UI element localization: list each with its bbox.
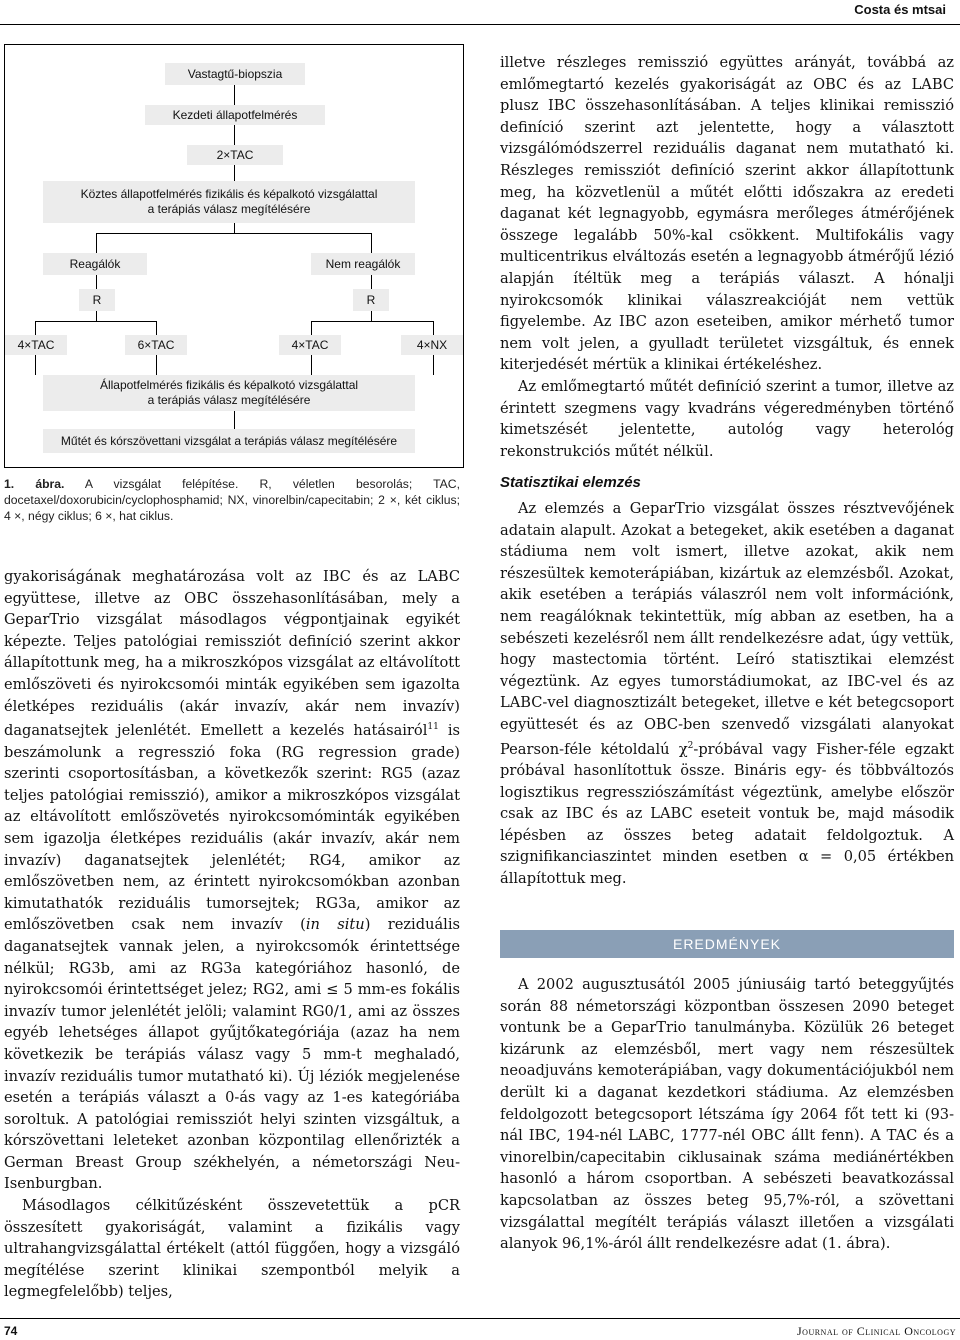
- connector: [433, 355, 434, 375]
- connector: [311, 321, 312, 335]
- connector: [371, 275, 372, 289]
- left-column: [4, 566, 460, 1303]
- baseline-box: Kezdeti állapotfelmérés: [145, 105, 325, 125]
- section-heading-statistics: Statisztikai elemzés: [500, 474, 641, 491]
- final-assessment-box: Állapotfelmérés fizikális és képalkotó vizsgálattal a terápiás válasz megítélésére: [43, 375, 415, 411]
- connector: [96, 275, 97, 289]
- connector: [156, 321, 157, 335]
- connector: [234, 223, 235, 233]
- surgery-box: Műtét és kórszövettani vizsgálat a terápiás válasz megítélésére: [43, 429, 415, 453]
- footer-rule: [0, 1318, 960, 1319]
- connector: [234, 125, 235, 145]
- connector: [311, 355, 312, 375]
- nonresponders-box: Nem reagálók: [311, 253, 415, 275]
- journal-name: Journal of Clinical Oncology: [797, 1324, 956, 1338]
- connector: [35, 355, 36, 375]
- header-rule: [0, 24, 960, 25]
- randomization-right: R: [353, 289, 389, 311]
- paragraph: illetve részleges remisszió együttes arányát, továbbá az emlőmegtartó kezelés gyakoriságát az OBC és az LABC plusz IBC összehasonlításában. A teljes klinikai remisszió definíció szerint azt jelentette, hogy a választott vizsgálómódszerrel reziduális daganat nem mutatható ki. Részleges remissziót definíció szerint akkor állapítottunk meg, ha közvetlenül a műtét előtti időszakra az eredeti daganat két legnagyobb, egymásra merőleges átmérőjének összege legalább 50%-kal csökkent. Multifokális vagy multicentrikus elváltozás esetén a legnagyobb átmérőjű lézió alapján ítéltük meg a terápiás választ. A hónalji nyirokcsomók klinikai válaszreakcióját nem vettük figyelembe. Az IBC azon eseteiben, amikor mérhető tumor nem volt jelen, a gyulladt területet vizsgáltuk, és ennek kiterjedését mértük a klinikai értékeléshez.: [500, 54, 954, 374]
- connector: [156, 355, 157, 375]
- study-design-figure: [4, 44, 464, 468]
- paragraph: Másodlagos célkitűzésként összevetettük a pCR összesített gyakoriságát, valamint a fizikális vagy ultrahangvizsgálattal értékelt (attól függően, hogy a vizsgáló megítélése szerint klinikai szempontból melyik a legmegfelelőbb) teljes,: [4, 1197, 460, 1301]
- arm-4tac-nonresponders: 4×TAC: [279, 335, 341, 355]
- connector: [311, 321, 433, 322]
- interim-assessment-box: Köztes állapotfelmérés fizikális és képalkotó vizsgálattal a terápiás válasz megítélésére: [43, 181, 415, 223]
- section-heading-results: EREDMÉNYEK: [500, 930, 954, 958]
- biopsy-box: Vastagtű-biopszia: [165, 63, 305, 85]
- connector: [234, 409, 235, 429]
- connector: [234, 85, 235, 105]
- connector: [35, 321, 36, 335]
- connector: [35, 321, 157, 322]
- running-header: Costa és mtsai: [854, 2, 946, 17]
- connector: [96, 233, 97, 253]
- connector: [96, 233, 372, 234]
- arm-6tac: 6×TAC: [125, 335, 187, 355]
- statistics-section: [500, 498, 954, 890]
- arm-4tac-responders: 4×TAC: [5, 335, 67, 355]
- connector: [96, 311, 97, 321]
- caption-label: 1. ábra.: [4, 477, 65, 491]
- right-column-top: [500, 52, 954, 462]
- connector: [371, 311, 372, 321]
- paragraph: Az emlőmegtartó műtét definíció szerint a tumor, illetve az érintett szegmens vagy kvadráns végeredményben történő kimetszését jelentette, autológ vagy heterológ rekonstrukciós műtét nélkül.: [500, 377, 954, 460]
- page-number: 74: [4, 1324, 18, 1338]
- caption-text: A vizsgálat felépítése. R, véletlen besorolás; TAC, docetaxel/doxorubicin/cyclophosphamid; NX, vinorelbin/capecitabin; 2 ×, két ciklus; 4 ×, négy ciklus; 6 ×, hat ciklus.: [4, 477, 460, 523]
- connector: [371, 233, 372, 253]
- randomization-left: R: [79, 289, 115, 311]
- responders-box: Reagálók: [43, 253, 147, 275]
- arm-4nx: 4×NX: [401, 335, 463, 355]
- paragraph: gyakoriságának meghatározása volt az IBC és az LABC együttese, illetve az OBC összehasonlításában, mely a GeparTrio vizsgálat másodlagos végpontjainak egyikét képezte. Teljes patológiai remissziót definíció szerint akkor állapítottunk meg, ha a mikroszkópos vizsgálat az eltávolított emlőszöveti és nyirokcsomói minták egyikében sem igazolta életképes reziduális (akár invazív, akár nem invazív) daganatsejtek jelenlétét. Emellett a kezelés hatásairól$^{11}$ is beszámolunk a regresszió foka (RG regression grade) szerinti csoportosításban, a következők szerint: RG5 (azaz teljes patológiai remisszió), amikor a mikroszkópos vizsgálat az eltávolított emlőszövetés nyirokcsomóminták egyikében sem igazolja életképes reziduális (akár invazív, akár nem invazív) daganatsejtek jelenlétét; RG4, amikor az emlőszövetben nem, az érintett nyirokcsomókban azonban kimutathatók reziduális tumorsejtek; RG3a, amikor az emlőszövetben csak nem invazív (in situ) reziduális daganatsejtek vannak jelen, a nyirokcsomók érintettsége nélkül; RG3b, ami az RG3a kategóriához hasonló, de nyirokcsomói érintettséget jelez; RG2, ami ≤ 5 mm-es fokális invazív tumor jelenlétét jelöli; valamint RG0/1, ami az összes egyéb lehetséges állapot gyűjtőkategóriája (azaz ha nem következik be terápiás válasz vagy 5 mm-t meghaladó, invazív reziduális tumor mutatható ki). Új léziók megjelenése esetén a terápiás választ a 0-ás vagy az 1-es kategóriába soroltuk. A patológiai remissziót helyi szinten vizsgáltuk, a kórszövettani leleteket azonban központilag ellenőrizték a German Breast Group székhelyén, a németországi Neu-Isenburgban.: [4, 568, 460, 1193]
- connector: [433, 321, 434, 335]
- connector: [234, 165, 235, 181]
- tac2-box: 2×TAC: [187, 145, 283, 165]
- figure-caption: [4, 476, 460, 524]
- paragraph: A 2002 augusztusától 2005 júniusáig tartó beteggyűjtés során 88 németországi központban összesen 2090 beteget vontunk be a GeparTrio tanulmányba. Közülük 26 beteget kizárunk az elemzésből, mert vagy nem részesültek neoadjuváns kemoterápiában, vagy dokumentációjukból nem derült ki a daganat kezdetkori stádiuma. Az elemzésben feldolgozott betegcsoport létszáma így 2064 főt tett ki (93-nál IBC, 194-nél LABC, 1777-nél OBC állt fenn). A TAC és a vinorelbin/capecitabin ciklusainak száma mediánértékben hasonló a három csoportban. A sebészeti beavatkozással kapcsolatban az összes beteg 95,7%-ról, a szövettani vizsgálattal megítélt terápiás választ illetően a vizsgálati alanyok 96,1%-áról állt rendelkezésre adat (1. ábra).: [500, 976, 954, 1253]
- paragraph: Az elemzés a GeparTrio vizsgálat összes résztvevőjének adatain alapult. Azokat a betegeket, akik esetében a daganat stádiuma nem volt ismert, illetve azokat, akik nem részesültek kemoterápiában, kizártuk az elemzésből. Azokat, akik esetében a terápiás válaszról nem volt információnk, nem reagálóknak tekintettük, míg abban az esetben, ha a sebészeti kezelésről nem állt rendelkezésre adat, úgy vettük, hogy mastectomia történt. Leíró statisztikai elemzést végeztünk. Az egyes tumorstádiumokat, az IBC-vel és az LABC-vel diagnosztizált betegeket, illetve e két betegcsoport együttesét és az OBC-ben szenvedő vizsgálati alanyokat Pearson-féle kétoldalú $\chi^2$-próbával vagy Fisher-féle egzakt próbával hasonlítottuk össze. Bináris egy- és többváltozós logisztikus regressziószámítást végeztünk, amelybe először csak az IBC és az LABC eseteit vontuk be, majd második lépésben az összes beteg adatait feldolgoztuk. A szignifikanciaszintet minden esetben α = 0,05 értékben állapítottuk meg.: [500, 500, 954, 887]
- results-section: [500, 974, 954, 1255]
